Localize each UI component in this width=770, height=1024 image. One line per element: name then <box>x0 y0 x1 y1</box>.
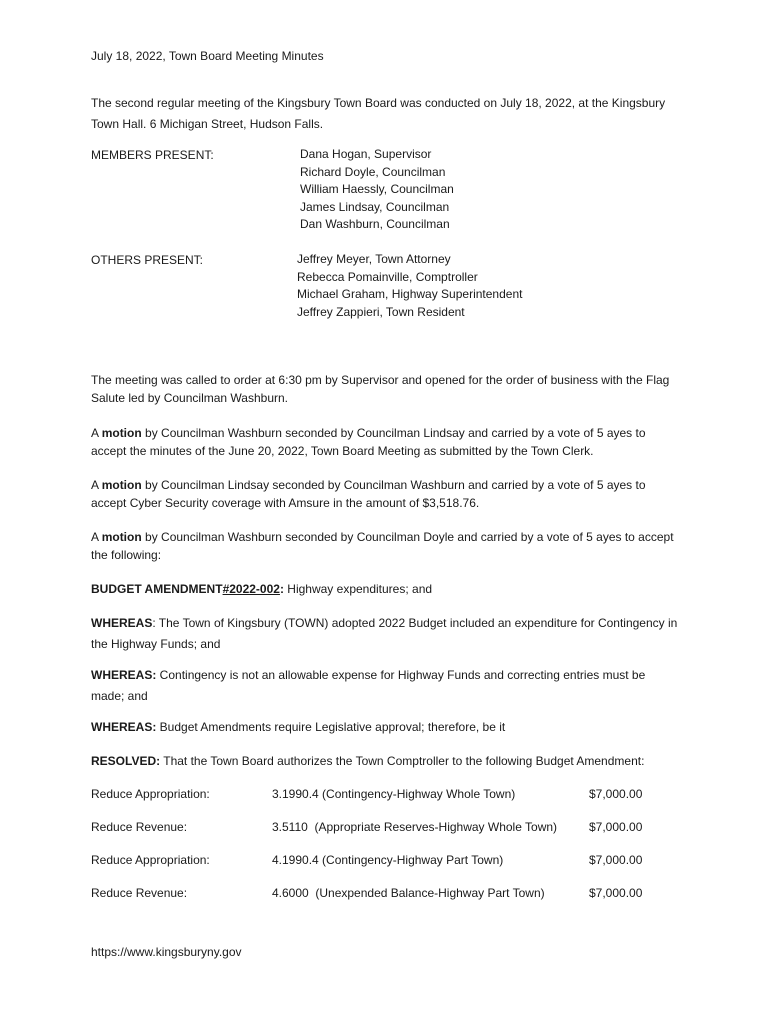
motion-paragraph-2 <box>91 476 681 512</box>
budget-amendment-text: Highway expenditures; and <box>283 582 433 596</box>
budget-amendment-line <box>91 580 681 598</box>
whereas-text: Budget Amendments require Legislative approval; therefore, be it <box>156 720 506 734</box>
motion-keyword: motion <box>101 478 142 492</box>
member-name: Dana Hogan, Supervisor <box>300 147 432 161</box>
whereas-label: WHEREAS <box>91 616 153 630</box>
amendment-action: Reduce Revenue: <box>91 820 188 834</box>
amendment-action: Reduce Appropriation: <box>91 853 210 867</box>
member-name: Richard Doyle, Councilman <box>300 164 446 179</box>
amendment-account: 3.1990.4 (Contingency-Highway Whole Town) <box>272 787 516 801</box>
amendment-amount: $7,000.00 <box>589 886 643 900</box>
resolved-text: That the Town Board authorizes the Town Comptroller to the following Budget Amendment: <box>160 754 645 768</box>
other-name: Jeffrey Zappieri, Town Resident <box>297 304 465 319</box>
amendment-account: 4.1990.4 (Contingency-Highway Part Town) <box>272 853 504 867</box>
whereas-label: WHEREAS: <box>91 668 157 682</box>
motion-keyword: motion <box>101 426 142 440</box>
whereas-label: WHEREAS: <box>91 720 157 734</box>
amendment-amount: $7,000.00 <box>589 787 643 801</box>
whereas-text: Contingency is not an allowable expense for Highway Funds and correcting entries must be made; and <box>91 668 646 703</box>
motion-text: by Councilman Washburn seconded by Councilman Lindsay and carried by a vote of 5 ayes to accept the minutes of the June 20, 2022, Town Board Meeting as submitted by the Town Clerk. <box>91 426 646 458</box>
resolved-paragraph <box>91 752 691 770</box>
motion-paragraph-3 <box>91 528 681 564</box>
members-present-label: MEMBERS PRESENT: <box>91 148 214 162</box>
footer-url: https://www.kingsburyny.gov <box>91 945 242 959</box>
call-to-order-paragraph: The meeting was called to order at 6:30 pm by Supervisor and opened for the order of business with the Flag Salute led by Councilman Washburn. <box>91 373 670 405</box>
whereas-paragraph-1 <box>91 613 681 655</box>
document-header: July 18, 2022, Town Board Meeting Minutes <box>91 49 324 63</box>
motion-paragraph-1 <box>91 424 681 460</box>
other-name: Rebecca Pomainville, Comptroller <box>297 269 478 284</box>
budget-amendment-label: BUDGET AMENDMENT <box>91 582 223 596</box>
members-present-list <box>300 146 454 234</box>
motion-prefix: A <box>91 478 102 492</box>
budget-amendment-number: #2022-002 <box>222 582 280 596</box>
amendment-account: 4.6000 (Unexpended Balance-Highway Part Town) <box>272 886 545 900</box>
amendment-amount: $7,000.00 <box>589 853 643 867</box>
amendment-action: Reduce Appropriation: <box>91 787 210 801</box>
others-present-label: OTHERS PRESENT: <box>91 253 204 267</box>
other-name: Michael Graham, Highway Superintendent <box>297 287 523 301</box>
amendment-action: Reduce Revenue: <box>91 886 188 900</box>
intro-paragraph: The second regular meeting of the Kingsbury Town Board was conducted on July 18, 2022, at the Kingsbury Town Hall. 6 Michigan Street, Hudson Falls. <box>91 96 666 131</box>
other-name: Jeffrey Meyer, Town Attorney <box>297 252 451 266</box>
motion-text: by Councilman Washburn seconded by Councilman Doyle and carried by a vote of 5 ayes to accept the following: <box>91 530 674 562</box>
budget-amendment-colon: : <box>279 582 284 596</box>
motion-prefix: A <box>91 426 102 440</box>
whereas-text: : The Town of Kingsbury (TOWN) adopted 2022 Budget included an expenditure for Contingency in the Highway Funds; and <box>91 616 678 651</box>
resolved-label: RESOLVED: <box>91 754 161 768</box>
whereas-paragraph-3 <box>91 718 681 736</box>
amendment-amount: $7,000.00 <box>589 820 643 834</box>
amendment-account: 3.5110 (Appropriate Reserves-Highway Whole Town) <box>272 820 558 834</box>
whereas-paragraph-2 <box>91 665 681 707</box>
motion-text: by Councilman Lindsay seconded by Councilman Washburn and carried by a vote of 5 ayes to accept Cyber Security coverage with Amsure in the amount of $3,518.76. <box>91 478 646 510</box>
motion-keyword: motion <box>101 530 142 544</box>
motion-prefix: A <box>91 530 102 544</box>
member-name: William Haessly, Councilman <box>300 182 454 196</box>
member-name: Dan Washburn, Councilman <box>300 217 450 231</box>
others-present-list <box>297 251 522 321</box>
member-name: James Lindsay, Councilman <box>300 199 450 214</box>
